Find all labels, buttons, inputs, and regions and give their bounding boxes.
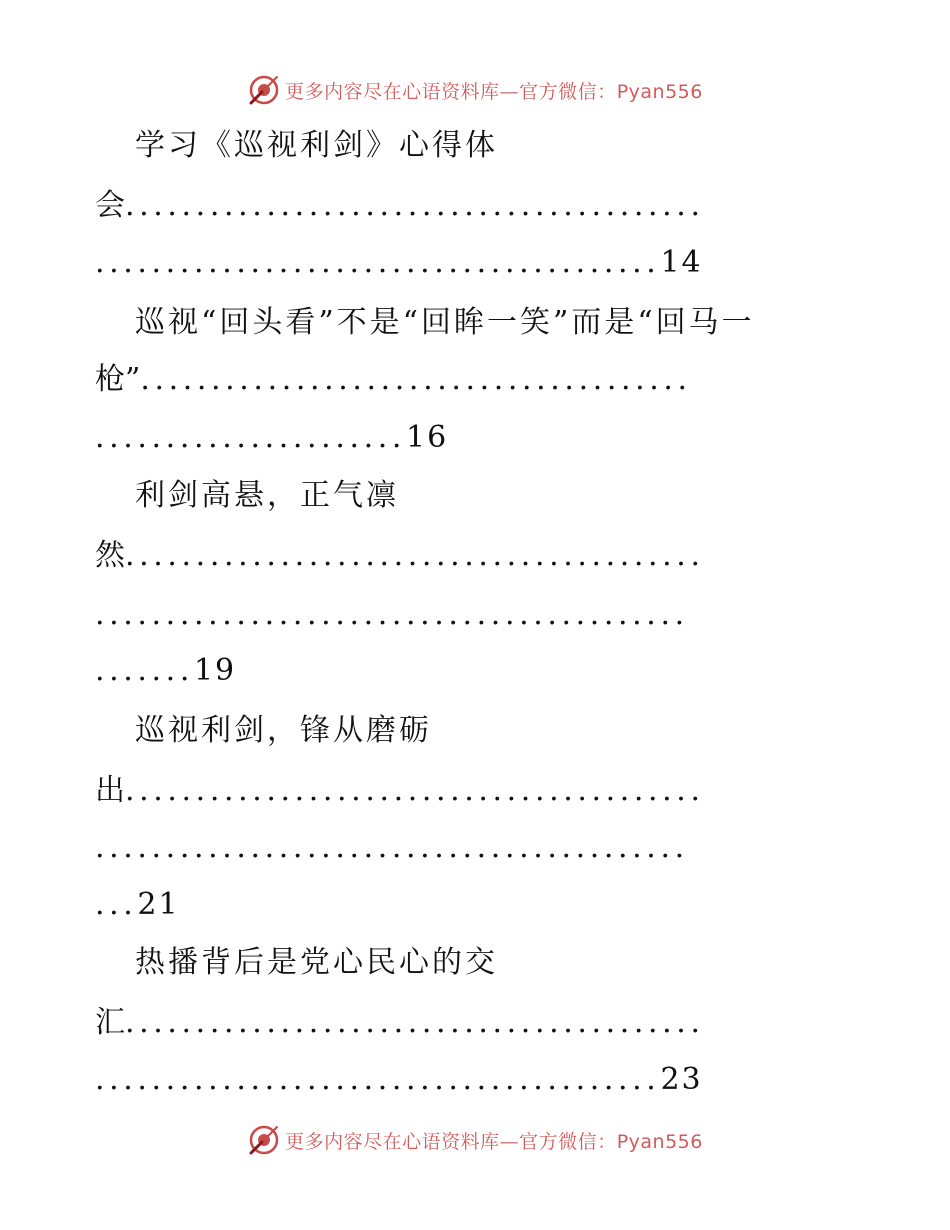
toc-entry-title[interactable]: 学习《巡视利剑》心得体 <box>135 128 498 163</box>
footer-separator: — <box>499 1130 520 1153</box>
header-brand: 更多内容尽在心语资料库 <box>285 80 500 103</box>
pen-logo-icon <box>247 1123 281 1157</box>
toc-dot-leader: ......................................... <box>125 188 705 223</box>
toc-page-number[interactable]: 23 <box>660 1062 703 1097</box>
toc-entry-leader <box>95 1000 855 1046</box>
toc-entry-tail: 汇 <box>95 1005 125 1040</box>
toc-dot-leader: ......................................... <box>125 538 705 573</box>
toc-dot-leader: ......................................... <box>125 1005 705 1040</box>
header-official: 官方微信： <box>519 80 617 103</box>
toc-entry-leader <box>95 768 855 814</box>
toc-entry-tail: 然 <box>95 538 125 573</box>
toc-dot-leader: ......................................... <box>125 773 705 808</box>
footer-official: 官方微信： <box>519 1130 617 1153</box>
toc-entry-leader <box>95 533 855 579</box>
toc-entry-leader <box>95 415 855 461</box>
toc-entry-leader <box>95 240 855 286</box>
footer-wechat-id: Pyan556 <box>616 1130 703 1153</box>
toc-entry-tail: 出 <box>95 773 125 808</box>
toc-entry-leader <box>95 882 855 928</box>
toc-entry-title[interactable]: 巡视“回头看”不是“回眸一笑”而是“回马一 <box>135 305 755 340</box>
toc-dot-leader: ........................................ <box>95 1062 661 1097</box>
toc-entry-tail: 枪” <box>95 362 141 397</box>
toc-dot-leader: ....................................... <box>140 362 692 397</box>
toc-page-number[interactable]: 16 <box>406 420 449 455</box>
toc-entry-leader <box>95 183 855 229</box>
toc-dot-leader: ........................................ <box>95 245 661 280</box>
toc-page-number[interactable]: 19 <box>193 653 237 688</box>
toc-dot-leader: ...................... <box>95 420 406 455</box>
toc-entry-title[interactable]: 巡视利剑，锋从磨砺 <box>135 713 432 748</box>
toc-entry-title[interactable]: 利剑高悬，正气凛 <box>135 478 399 513</box>
toc-entry-leader <box>95 1057 855 1103</box>
toc-entry-title[interactable]: 热播背后是党心民心的交 <box>135 945 498 980</box>
toc-entry-leader <box>95 825 855 871</box>
footer-watermark <box>0 1120 950 1160</box>
toc-dot-leader: ....... <box>95 653 194 688</box>
toc-entry-leader <box>95 592 855 638</box>
toc-dot-leader: ... <box>95 887 138 922</box>
toc-dot-leader: .......................................... <box>95 830 689 865</box>
header-wechat-id: Pyan556 <box>616 80 703 103</box>
footer-brand: 更多内容尽在心语资料库 <box>285 1130 500 1153</box>
header-separator: — <box>499 80 520 103</box>
toc-page-number[interactable]: 21 <box>137 887 180 922</box>
toc-entry-tail: 会 <box>95 188 125 223</box>
toc-entry-leader <box>95 648 855 694</box>
toc-dot-leader: .......................................... <box>95 597 689 632</box>
footer-text <box>285 1127 703 1154</box>
toc-page-number[interactable]: 14 <box>660 245 703 280</box>
toc-entry-leader <box>95 357 855 403</box>
